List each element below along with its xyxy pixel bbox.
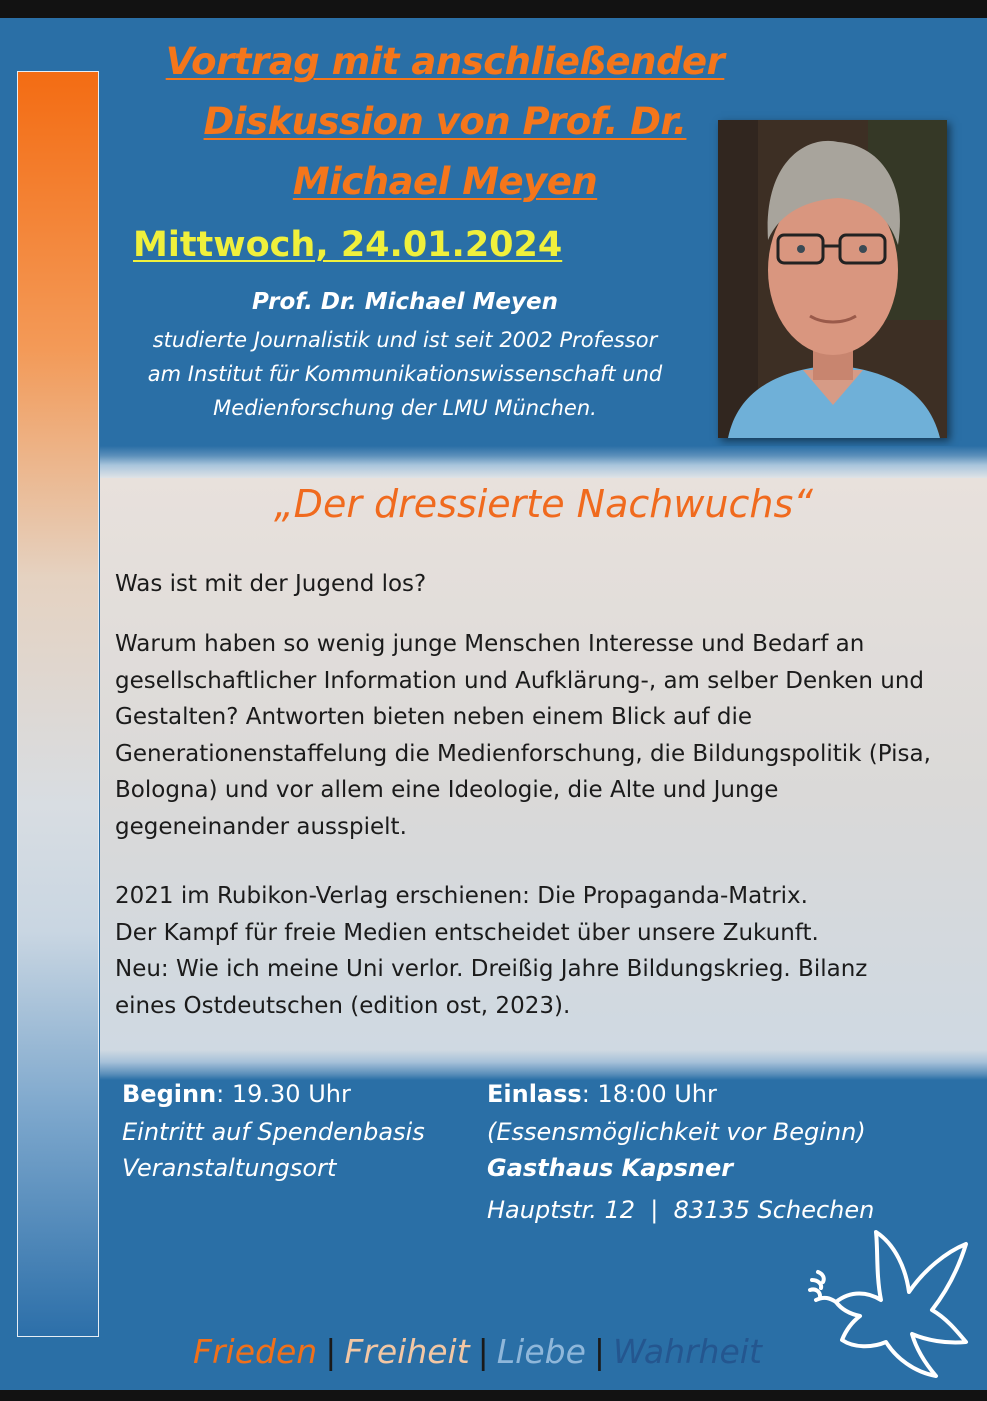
admission-time xyxy=(487,1080,717,1108)
motto-word: Freiheit xyxy=(344,1332,470,1371)
motto-word: Frieden xyxy=(193,1332,318,1371)
motto-separator: | xyxy=(477,1332,489,1371)
headline-line-1: Vortrag mit anschließender xyxy=(165,40,725,83)
venue-label: Veranstaltungsort xyxy=(122,1154,337,1182)
dove-with-olive-branch-icon xyxy=(806,1230,971,1380)
speaker-bio xyxy=(110,323,700,425)
motto-line xyxy=(193,1332,762,1371)
book-info-line: 2021 im Rubikon-Verlag erschienen: Die Propaganda-Matrix. xyxy=(115,883,808,909)
book-info-line: Der Kampf für freie Medien entscheidet über unsere Zukunft. xyxy=(115,919,819,946)
motto-separator: | xyxy=(325,1332,337,1371)
speaker-bio-line: studierte Journalistik und ist seit 2002 Professor xyxy=(152,328,658,352)
gradient-side-bar xyxy=(17,71,99,1337)
admission-value: : 18:00 Uhr xyxy=(581,1080,717,1108)
book-info-line: eines Ostdeutschen (edition ost, 2023). xyxy=(115,992,571,1019)
speaker-portrait-photo xyxy=(718,120,947,438)
event-date: Mittwoch, 24.01.2024 xyxy=(133,225,563,265)
admission-label: Einlass xyxy=(487,1080,582,1108)
portrait-illustration xyxy=(718,120,947,438)
begin-time xyxy=(122,1080,351,1108)
book-info xyxy=(115,878,945,1024)
speaker-name: Prof. Dr. Michael Meyen xyxy=(252,289,558,315)
headline-line-2: Diskussion von Prof. Dr. xyxy=(203,100,687,143)
begin-value: : 19.30 Uhr xyxy=(216,1080,351,1108)
divider-stripe-top xyxy=(100,446,987,478)
venue-address: Hauptstr. 12 | 83135 Schechen xyxy=(487,1196,875,1224)
headline-line-3: Michael Meyen xyxy=(292,160,598,203)
begin-label: Beginn xyxy=(122,1080,217,1108)
talk-question: Was ist mit der Jugend los? xyxy=(115,571,427,597)
motto-word: Wahrheit xyxy=(613,1332,762,1371)
speaker-bio-line: am Institut für Kommunikationswissenschaft und xyxy=(147,362,663,386)
venue-name: Gasthaus Kapsner xyxy=(487,1154,734,1182)
motto-separator: | xyxy=(593,1332,606,1371)
talk-title: „Der dressierte Nachwuchs“ xyxy=(274,482,813,526)
book-info-line: Neu: Wie ich meine Uni verlor. Dreißig Jahre Bildungskrieg. Bilanz xyxy=(115,956,868,982)
entry-fee: Eintritt auf Spendenbasis xyxy=(122,1118,425,1146)
food-note: (Essensmöglichkeit vor Beginn) xyxy=(487,1118,866,1146)
bottom-frame xyxy=(0,1390,987,1401)
talk-description: Warum haben so wenig junge Menschen Interesse und Bedarf an gesellschaftlicher Information und Aufklärung-, am selber Denken und Gestalten? Antworten bieten neben einem Blick auf die Generationenstaffelung die Medienforschung, die Bildungspolitik (Pisa, Bologna) und vor allem eine Ideologie, die Alte und Junge gegeneinander ausspielt. xyxy=(115,631,931,840)
divider-stripe-bottom xyxy=(100,1050,987,1080)
motto-word: Liebe xyxy=(496,1332,586,1371)
speaker-bio-line: Medienforschung der LMU München. xyxy=(213,396,597,420)
poster xyxy=(0,18,987,1390)
